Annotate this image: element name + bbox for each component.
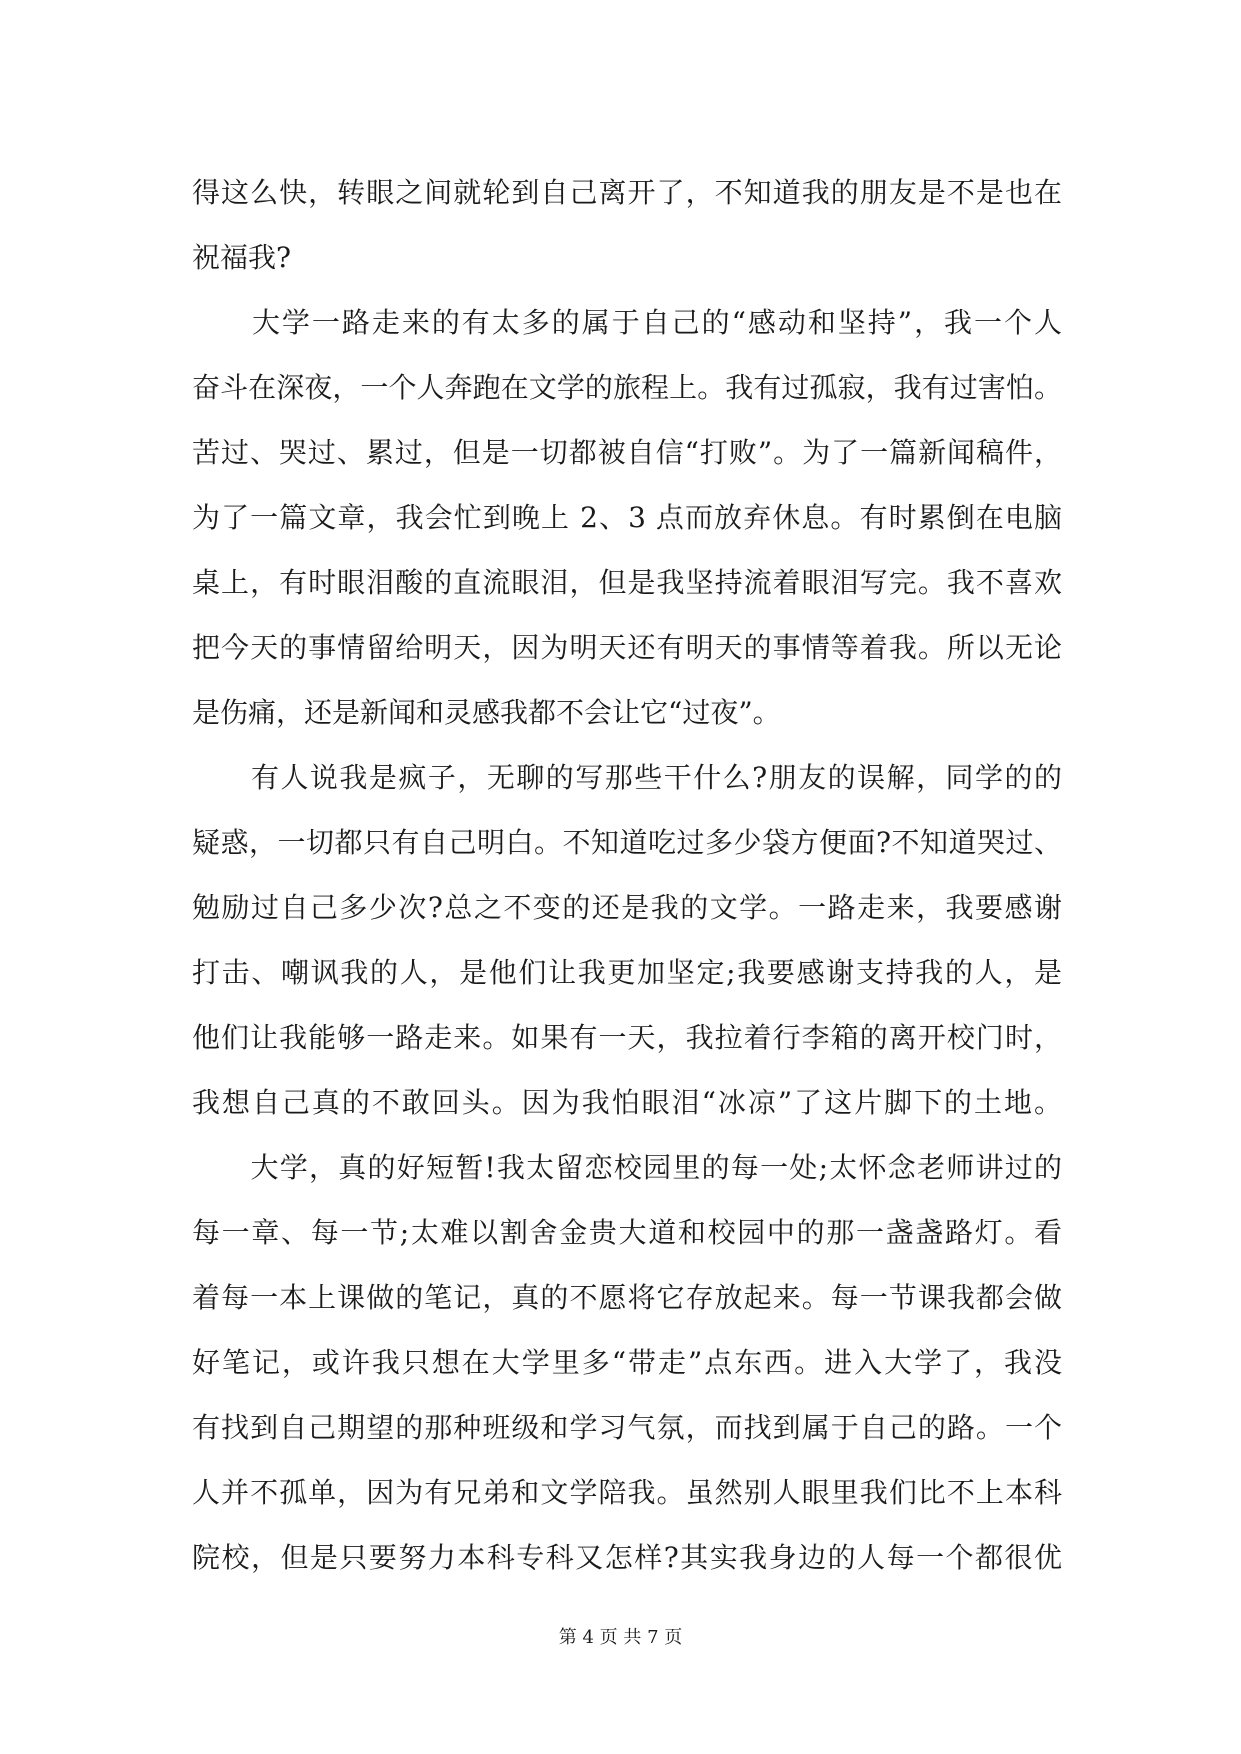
text-line: 有人说我是疯子，无聊的写那些干什么?朋友的误解，同学的的: [192, 761, 1062, 794]
text-line: 着每一本上课做的笔记，真的不愿将它存放起来。每一节课我都会做: [192, 1281, 1062, 1314]
text-line: 有找到自己期望的那种班级和学习气氛，而找到属于自己的路。一个: [192, 1411, 1062, 1444]
text-line: 祝福我?: [192, 241, 292, 274]
text-line: 大学，真的好短暂!我太留恋校园里的每一处;太怀念老师讲过的: [192, 1151, 1062, 1184]
text-line: 院校，但是只要努力本科专科又怎样?其实我身边的人每一个都很优: [192, 1541, 1062, 1574]
page-number-footer: 第 4 页 共 7 页: [558, 1627, 683, 1648]
text-line: 把今天的事情留给明天，因为明天还有明天的事情等着我。所以无论: [192, 631, 1062, 664]
text-line: 是伤痛，还是新闻和灵感我都不会让它“过夜”。: [192, 696, 781, 729]
text-line: 得这么快，转眼之间就轮到自己离开了，不知道我的朋友是不是也在: [192, 176, 1062, 209]
text-line: 桌上，有时眼泪酸的直流眼泪，但是我坚持流着眼泪写完。我不喜欢: [192, 566, 1062, 599]
text-line: 人并不孤单，因为有兄弟和文学陪我。虽然别人眼里我们比不上本科: [192, 1476, 1062, 1509]
text-line: 勉励过自己多少次?总之不变的还是我的文学。一路走来，我要感谢: [192, 891, 1062, 924]
body-text: [192, 160, 1062, 1590]
text-line: 好笔记，或许我只想在大学里多“带走”点东西。进入大学了，我没: [192, 1346, 1062, 1379]
text-line: 为了一篇文章，我会忙到晚上 2、3 点而放弃休息。有时累倒在电脑: [192, 501, 1062, 534]
text-line: 苦过、哭过、累过，但是一切都被自信“打败”。为了一篇新闻稿件，: [192, 436, 1062, 469]
text-line: 奋斗在深夜，一个人奔跑在文学的旅程上。我有过孤寂，我有过害怕。: [192, 371, 1062, 404]
text-line: 每一章、每一节;太难以割舍金贵大道和校园中的那一盏盏路灯。看: [192, 1216, 1062, 1249]
text-line: 他们让我能够一路走来。如果有一天，我拉着行李箱的离开校门时，: [192, 1021, 1062, 1054]
text-line: 打击、嘲讽我的人，是他们让我更加坚定;我要感谢支持我的人，是: [192, 956, 1062, 989]
text-line: 大学一路走来的有太多的属于自己的“感动和坚持”，我一个人: [192, 306, 1062, 339]
text-line: 我想自己真的不敢回头。因为我怕眼泪“冰凉”了这片脚下的土地。: [192, 1086, 1062, 1119]
text-line: 疑惑，一切都只有自己明白。不知道吃过多少袋方便面?不知道哭过、: [192, 826, 1062, 859]
